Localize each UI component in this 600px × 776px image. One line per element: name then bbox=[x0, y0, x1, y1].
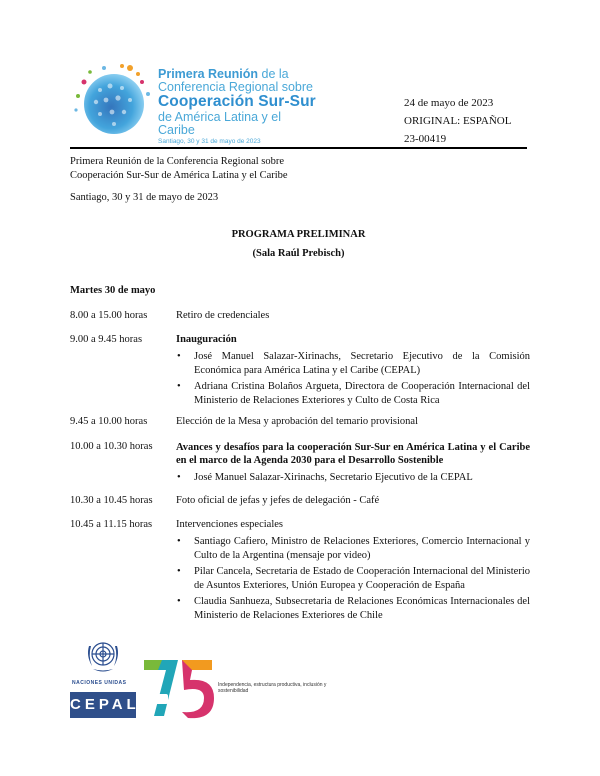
logo-line4: de América Latina y el Caribe bbox=[158, 109, 281, 137]
cepal-logo: CEPAL bbox=[70, 692, 136, 718]
speaker-item: • Claudia Sanhueza, Subsecretaria de Relaciones Económicas Internacionales del Ministerio de Relaciones Exteriores de Chile bbox=[176, 595, 530, 622]
schedule-activity: Elección de la Mesa y aprobación del temario provisional bbox=[176, 416, 418, 427]
schedule-activity: Inauguración bbox=[176, 334, 237, 345]
document-original-language: ORIGINAL: ESPAÑOL bbox=[404, 115, 512, 127]
logo-line1-rest: de la bbox=[258, 67, 289, 81]
conference-name-line2: Cooperación Sur-Sur de América Latina y el Caribe bbox=[70, 170, 288, 181]
day-heading: Martes 30 de mayo bbox=[70, 285, 156, 296]
conference-name bbox=[70, 155, 288, 183]
anniversary-tagline: Independencia, estructura productiva, inclusión y sostenibilidad bbox=[218, 682, 327, 694]
schedule-activity: Intervenciones especiales bbox=[176, 519, 283, 530]
schedule-time: 10.00 a 10.30 horas bbox=[70, 441, 153, 452]
speaker-item: • Adriana Cristina Bolaños Argueta, Directora de Cooperación Internacional del Ministerio de Relaciones Exteriores y Culto de Costa Rica bbox=[176, 380, 530, 407]
document-meta bbox=[404, 94, 511, 148]
speaker-list bbox=[176, 350, 530, 410]
schedule-activity: Retiro de credenciales bbox=[176, 310, 270, 321]
schedule-time: 9.00 a 9.45 horas bbox=[70, 334, 143, 345]
anniversary-75-icon bbox=[142, 654, 218, 722]
schedule-time: 10.30 a 10.45 horas bbox=[70, 495, 153, 506]
schedule-activity: Foto oficial de jefas y jefes de delegación - Café bbox=[176, 495, 380, 506]
schedule-time: 9.45 a 10.00 horas bbox=[70, 416, 148, 427]
location-date: Santiago, 30 y 31 de mayo de 2023 bbox=[70, 192, 219, 203]
speaker-item: • Santiago Cafiero, Ministro de Relaciones Exteriores, Comercio Internacional y Culto de la Argentina (mensaje por video) bbox=[176, 535, 530, 562]
un-emblem-icon bbox=[84, 636, 122, 676]
header-divider bbox=[70, 147, 527, 149]
speaker-item: • José Manuel Salazar-Xirinachs, Secretario Ejecutivo de la CEPAL bbox=[176, 471, 530, 485]
conference-logo bbox=[70, 60, 320, 145]
anniversary-word: años bbox=[150, 694, 165, 700]
logo-line2: Conferencia Regional sobre bbox=[158, 80, 313, 95]
logo-line3: Cooperación Sur-Sur bbox=[158, 93, 316, 111]
schedule-time: 10.45 a 11.15 horas bbox=[70, 519, 153, 530]
footer-logos bbox=[70, 636, 330, 726]
speaker-item: • José Manuel Salazar-Xirinachs, Secretario Ejecutivo de la Comisión Económica para América Latina y el Caribe (CEPAL) bbox=[176, 350, 530, 377]
speaker-item: • Pilar Cancela, Secretaria de Estado de Cooperación Internacional del Ministerio de Asuntos Exteriores, Unión Europea y Cooperación de España bbox=[176, 565, 530, 592]
conference-name-line1: Primera Reunión de la Conferencia Regional sobre bbox=[70, 156, 285, 167]
document-number: 23-00419 bbox=[404, 133, 447, 145]
un-label: NACIONES UNIDAS bbox=[72, 680, 127, 686]
speaker-list bbox=[176, 471, 530, 488]
globe-logo-icon bbox=[70, 60, 156, 136]
room-name: (Sala Raúl Prebisch) bbox=[252, 248, 345, 259]
logo-line5: Santiago, 30 y 31 de mayo de 2023 bbox=[158, 137, 261, 145]
logo-line1-bold: Primera Reunión bbox=[158, 67, 259, 81]
speaker-list bbox=[176, 535, 530, 625]
conference-logo-text bbox=[158, 68, 320, 146]
schedule-time: 8.00 a 15.00 horas bbox=[70, 310, 148, 321]
document-date: 24 de mayo de 2023 bbox=[404, 97, 494, 109]
schedule-activity: Avances y desafíos para la cooperación Sur-Sur en América Latina y el Caribe en el marco de la Agenda 2030 para el Desarrollo Sostenible bbox=[176, 442, 530, 466]
program-title: PROGRAMA PRELIMINAR bbox=[231, 229, 366, 240]
